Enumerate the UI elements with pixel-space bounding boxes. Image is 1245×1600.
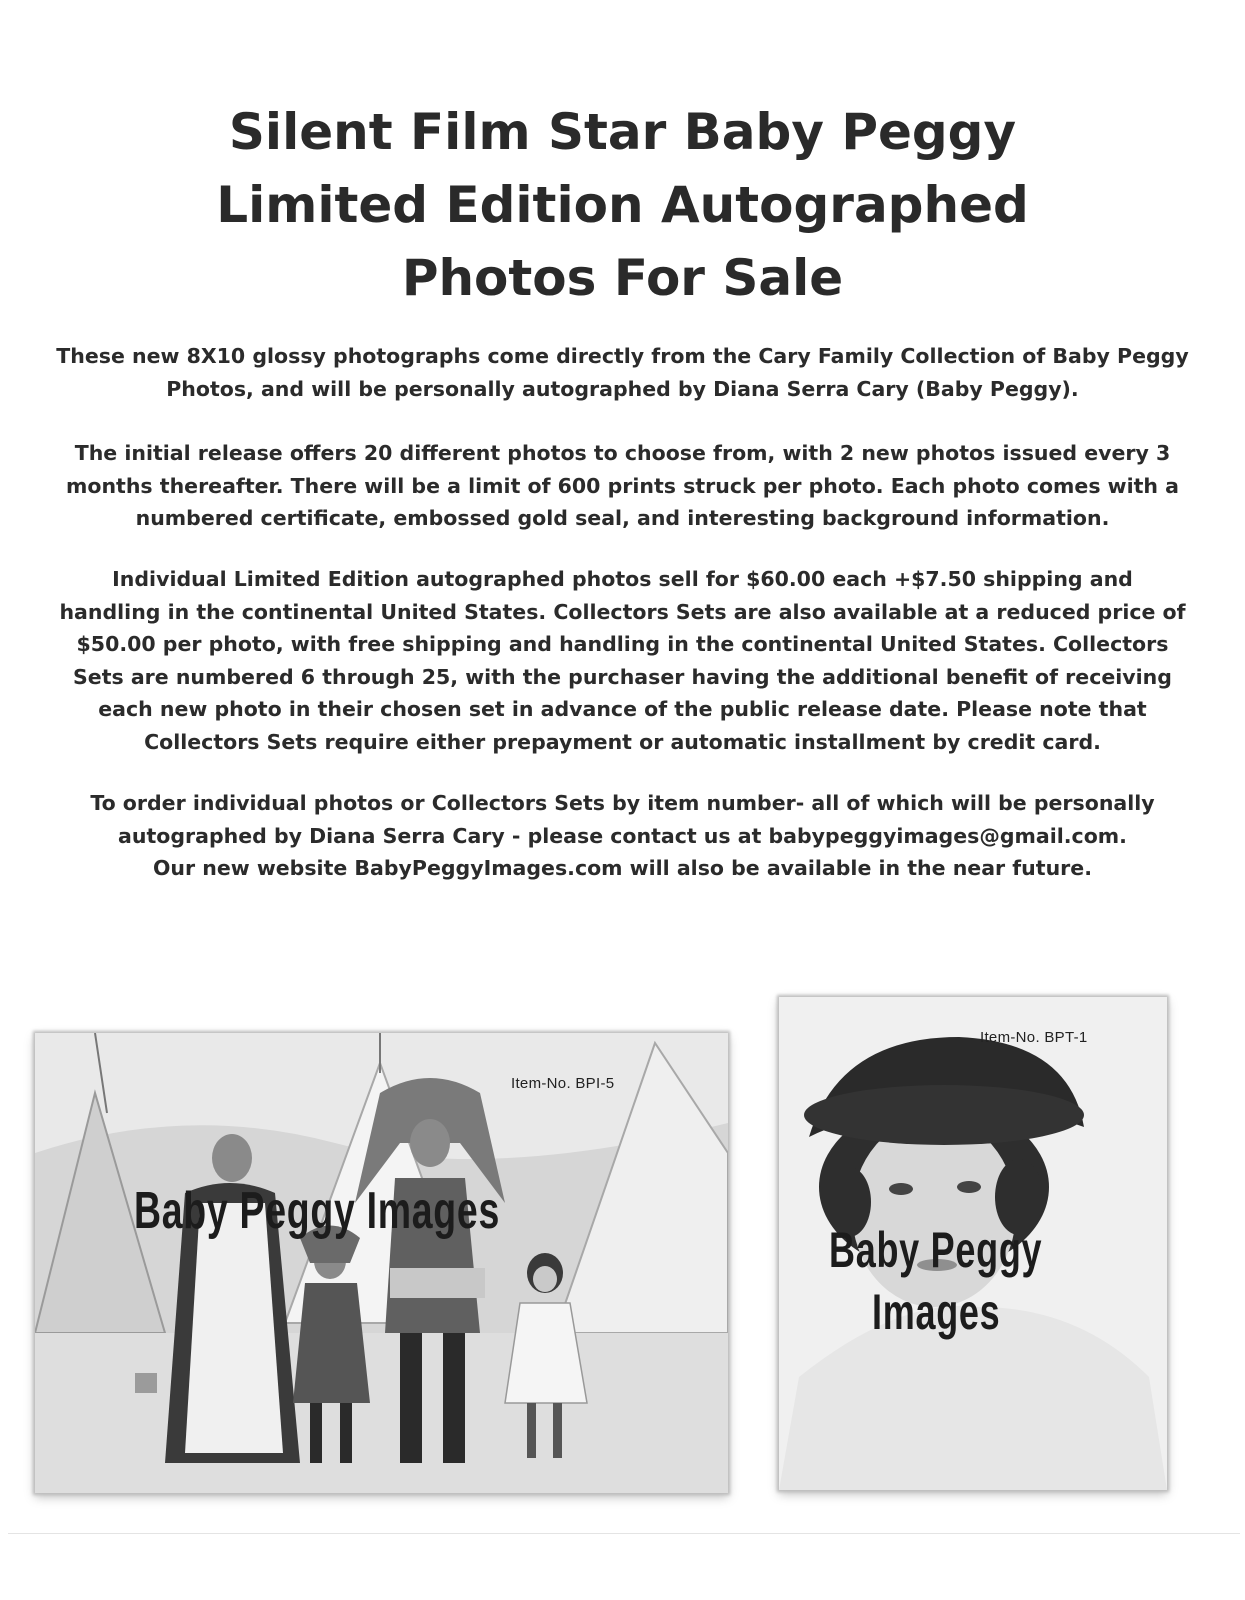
page-divider: [8, 1533, 1240, 1534]
order-line-1: To order individual photos or Collectors Sets by item number- all of which will be personally: [90, 791, 1155, 815]
title-line-1: Silent Film Star Baby Peggy: [228, 103, 1017, 161]
release-paragraph: [30, 437, 1215, 535]
release-line-1: The initial release offers 20 different photos to choose from, with 2 new photos issued every 3: [74, 441, 1171, 465]
pricing-line-5: each new photo in their chosen set in advance of the public release date. Please note that: [98, 697, 1147, 721]
photo-watermark: Baby Peggy Images: [134, 1182, 500, 1240]
pricing-line-6: Collectors Sets require either prepayment or automatic installment by credit card.: [144, 729, 1101, 754]
photo-bpi-5-illustration: [35, 1033, 728, 1493]
item-number-label: Item-No. BPT-1: [980, 1029, 1088, 1046]
photo-watermark-line-1: Baby Peggy: [829, 1222, 1043, 1278]
title-line-3: Photos For Sale: [401, 249, 844, 307]
intro-line-1: These new 8X10 glossy photographs come directly from the Cary Family Collection of Baby Peggy: [56, 344, 1189, 368]
pricing-line-4: Sets are numbered 6 through 25, with the purchaser having the additional benefit of receiving: [73, 664, 1172, 689]
pricing-line-3: $50.00 per photo, with free shipping and handling in the continental United States. Collectors: [76, 632, 1169, 656]
title-line-2: Limited Edition Autographed: [216, 176, 1029, 234]
order-line-2: autographed by Diana Serra Cary - please contact us at babypeggyimages@gmail.com.: [118, 823, 1127, 848]
intro-paragraph: [30, 340, 1215, 405]
release-line-2: months thereafter. There will be a limit of 600 prints struck per photo. Each photo comes with a: [66, 473, 1179, 498]
page-title: [120, 96, 1125, 315]
photo-bpt-1: [779, 997, 1167, 1490]
pricing-line-1: Individual Limited Edition autographed photos sell for $60.00 each +$7.50 shipping and: [112, 567, 1133, 591]
photo-bpi-5: [35, 1033, 728, 1493]
item-number-label: Item-No. BPI-5: [511, 1075, 615, 1092]
release-line-3: numbered certificate, embossed gold seal, and interesting background information.: [135, 506, 1110, 530]
pricing-paragraph: [30, 563, 1215, 758]
photo-watermark-line-2: Images: [872, 1284, 1001, 1340]
intro-line-2: Photos, and will be personally autographed by Diana Serra Cary (Baby Peggy).: [166, 376, 1079, 401]
order-paragraph: [30, 787, 1215, 885]
order-line-3: Our new website BabyPeggyImages.com will also be available in the near future.: [153, 856, 1092, 880]
pricing-line-2: handling in the continental United States. Collectors Sets are also available at a reduced price of: [59, 599, 1186, 624]
